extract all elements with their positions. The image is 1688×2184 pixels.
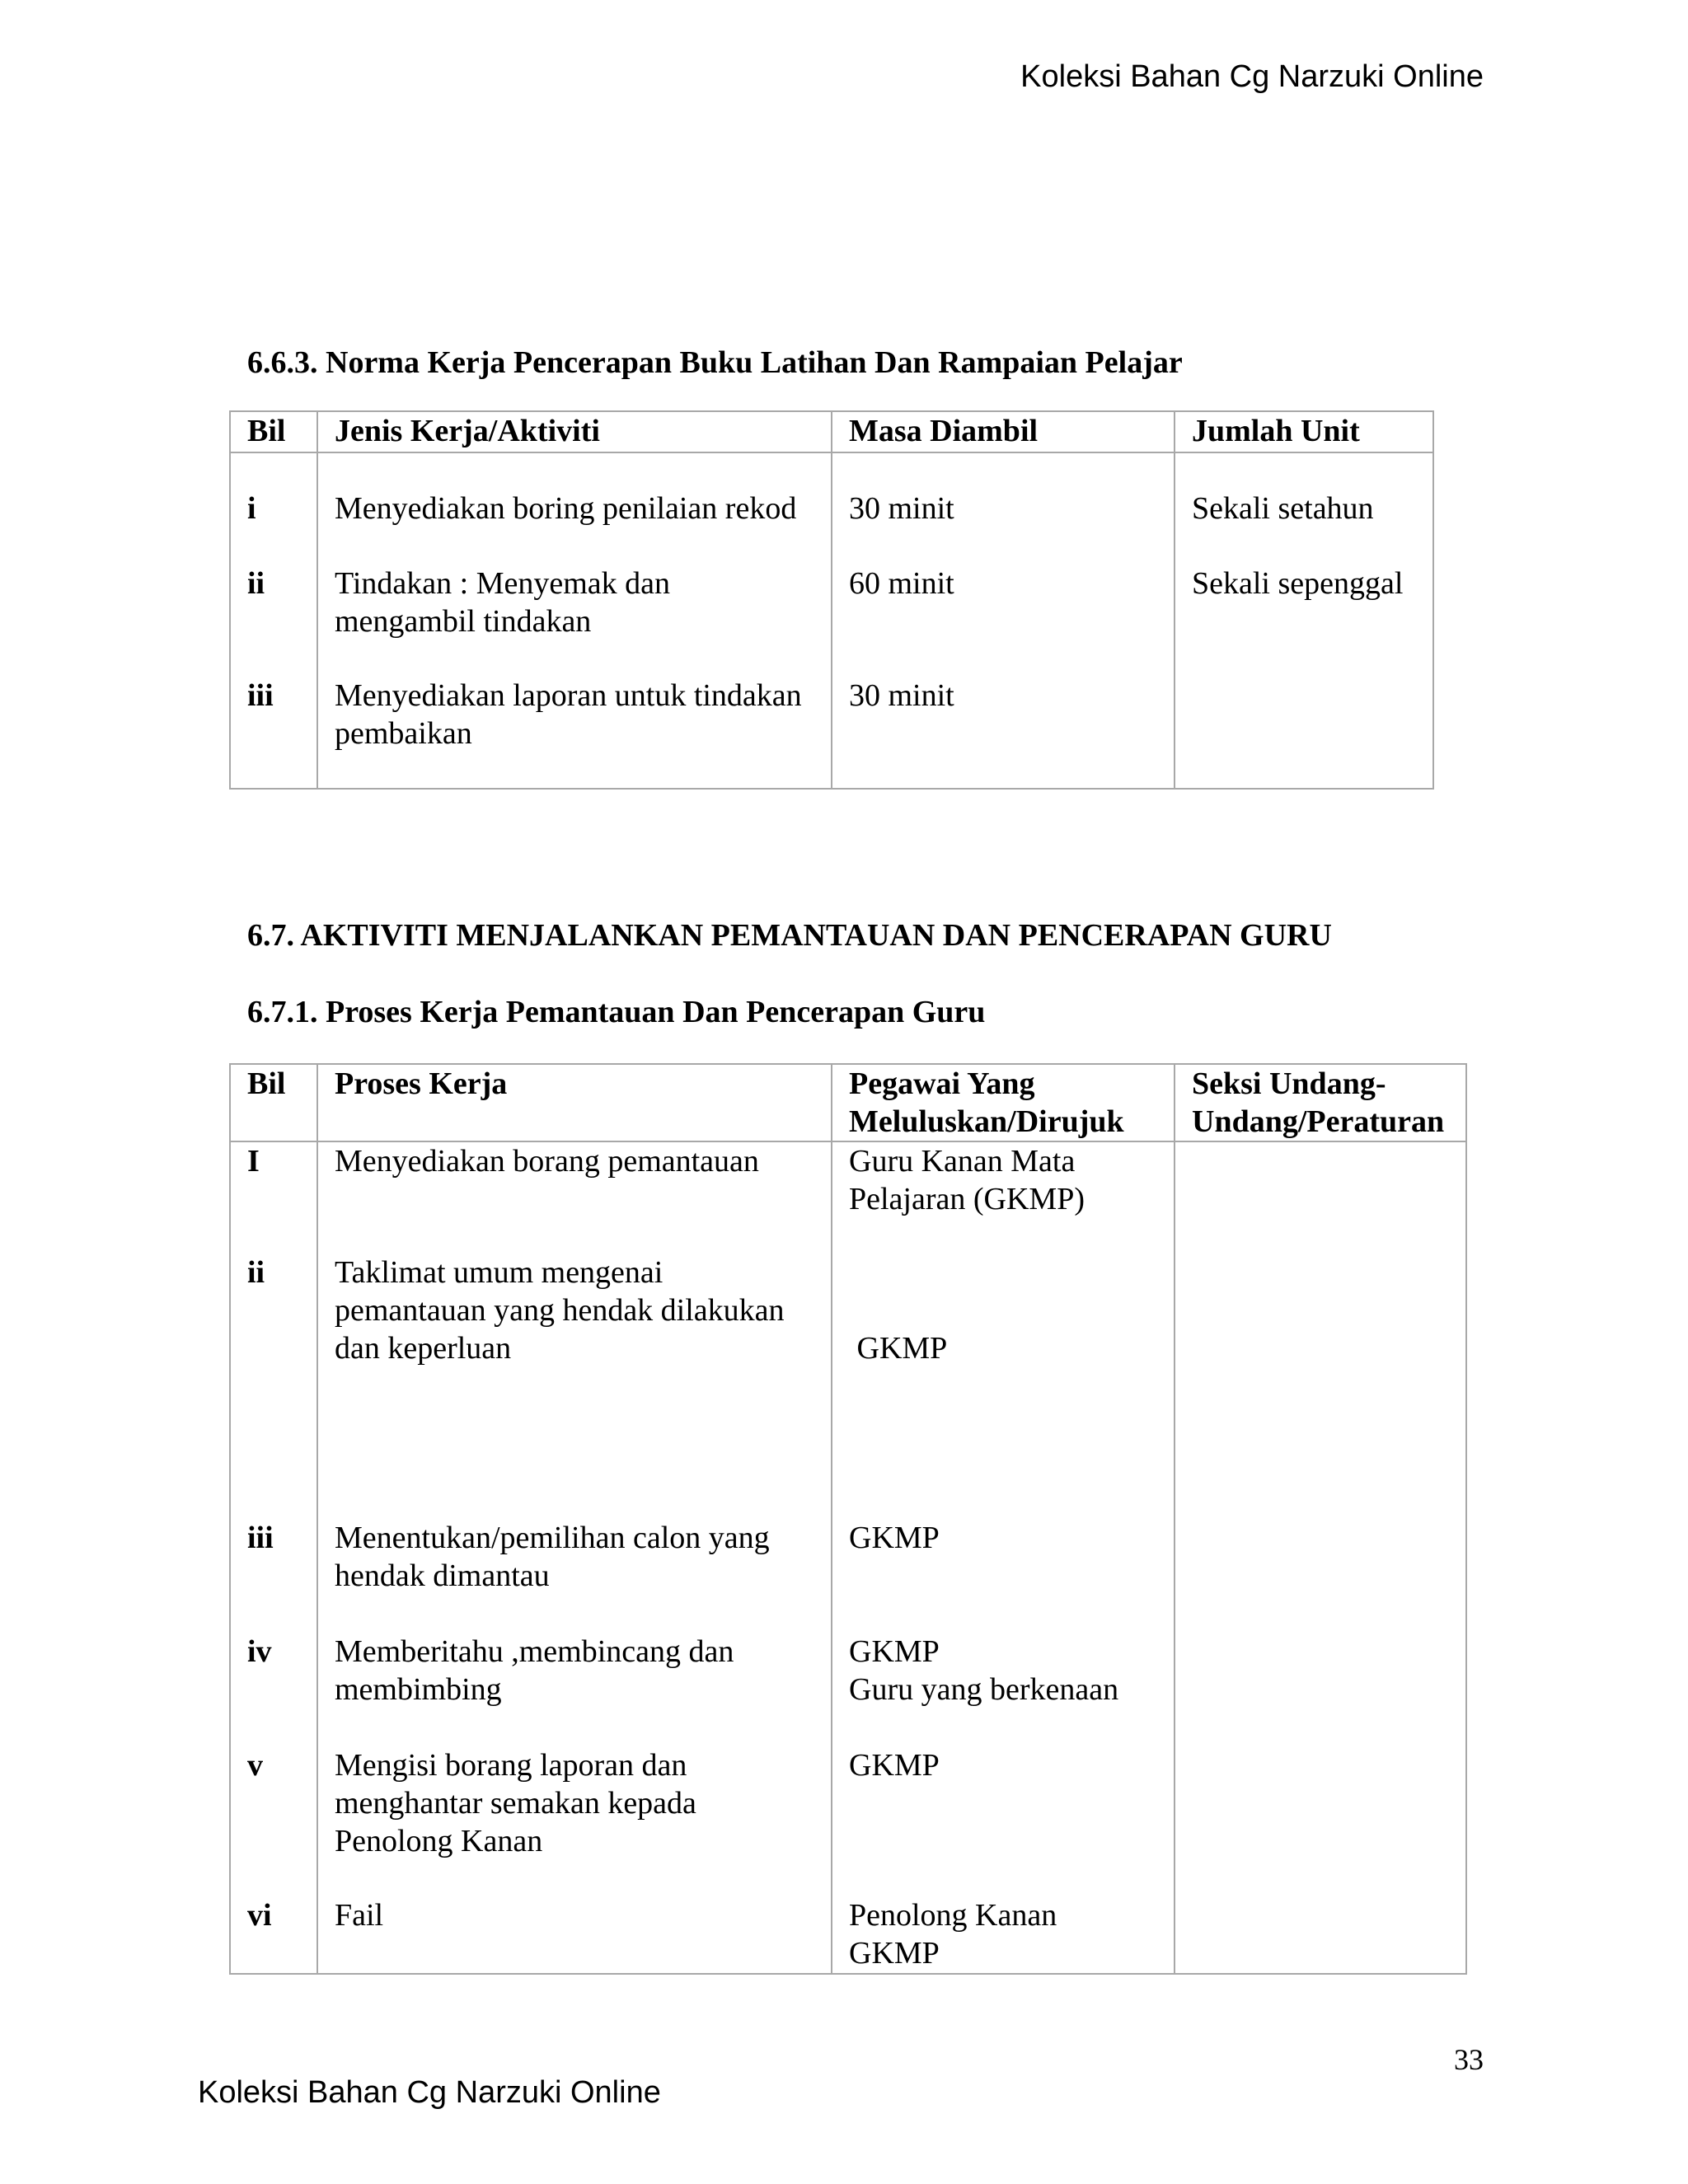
officer-primary: GKMP xyxy=(849,1521,940,1555)
col-header-time: Masa Diambil xyxy=(832,411,1175,452)
row-bil: vi xyxy=(230,1896,317,1974)
row-bil: iv xyxy=(230,1633,317,1746)
col-header-officer: Pegawai Yang Meluluskan/Dirujuk xyxy=(832,1064,1175,1141)
table-row xyxy=(230,1633,1466,1746)
row-bil: ii xyxy=(230,1254,317,1519)
proses-kerja-table xyxy=(229,1063,1467,1975)
table-row xyxy=(230,1254,1466,1519)
col-header-bil: Bil xyxy=(230,1064,317,1141)
officer-primary: Guru Kanan Mata Pelajaran (GKMP) xyxy=(849,1144,1085,1216)
row-officer xyxy=(832,1746,1175,1896)
row-officer xyxy=(832,1896,1175,1974)
row-activity: Tindakan : Menyemak dan mengambil tindakan xyxy=(317,528,832,640)
row-process: Menyediakan borang pemantauan xyxy=(317,1141,832,1254)
page-number: 33 xyxy=(1454,2043,1484,2076)
row-law xyxy=(1175,1746,1466,1896)
row-activity: Menyediakan laporan untuk tindakan pembaikan xyxy=(317,640,832,789)
row-bil: ii xyxy=(230,528,317,640)
footer-watermark: Koleksi Bahan Cg Narzuki Online xyxy=(198,2075,661,2110)
table-row xyxy=(230,1519,1466,1633)
row-officer xyxy=(832,1254,1175,1519)
row-unit: Sekali setahun xyxy=(1175,452,1433,528)
row-law xyxy=(1175,1519,1466,1633)
row-process: Taklimat umum mengenai pemantauan yang hendak dilakukan dan keperluan xyxy=(317,1254,832,1519)
row-bil: I xyxy=(230,1141,317,1254)
table-row xyxy=(230,1746,1466,1896)
row-bil: i xyxy=(230,452,317,528)
row-time: 30 minit xyxy=(832,452,1175,528)
col-header-bil: Bil xyxy=(230,411,317,452)
officer-primary: GKMP xyxy=(849,1634,940,1669)
row-bil: v xyxy=(230,1746,317,1896)
row-bil: iii xyxy=(230,640,317,789)
row-law xyxy=(1175,1141,1466,1254)
row-law xyxy=(1175,1896,1466,1974)
table-row xyxy=(230,1141,1466,1254)
col-header-activity: Jenis Kerja/Aktiviti xyxy=(317,411,832,452)
row-law xyxy=(1175,1254,1466,1519)
officer-primary: Penolong Kanan xyxy=(849,1898,1057,1933)
row-unit xyxy=(1175,640,1433,789)
section-671-title: 6.7.1. Proses Kerja Pemantauan Dan Pencerapan Guru xyxy=(247,995,986,1029)
row-bil: iii xyxy=(230,1519,317,1633)
row-time: 60 minit xyxy=(832,528,1175,640)
officer-primary: GKMP xyxy=(849,1331,948,1366)
officer-secondary: Guru yang berkenaan xyxy=(849,1672,1119,1707)
officer-secondary: GKMP xyxy=(849,1936,940,1971)
row-officer xyxy=(832,1519,1175,1633)
section-67-title: 6.7. AKTIVITI MENJALANKAN PEMANTAUAN DAN PENCERAPAN GURU xyxy=(247,918,1332,953)
table-row xyxy=(230,452,1433,528)
section-663-title: 6.6.3. Norma Kerja Pencerapan Buku Latihan Dan Rampaian Pelajar xyxy=(247,345,1183,380)
col-header-process: Proses Kerja xyxy=(317,1064,832,1141)
table-header-row xyxy=(230,411,1433,452)
col-header-law: Seksi Undang-Undang/Peraturan xyxy=(1175,1064,1466,1141)
table-header-row xyxy=(230,1064,1466,1141)
table-row xyxy=(230,1896,1466,1974)
row-process: Mengisi borang laporan dan menghantar semakan kepada Penolong Kanan xyxy=(317,1746,832,1896)
norma-kerja-table xyxy=(229,410,1434,790)
row-law xyxy=(1175,1633,1466,1746)
row-officer xyxy=(832,1141,1175,1254)
officer-primary: GKMP xyxy=(849,1748,940,1783)
col-header-unit: Jumlah Unit xyxy=(1175,411,1433,452)
row-process: Memberitahu ,membincang dan membimbing xyxy=(317,1633,832,1746)
table-row xyxy=(230,528,1433,640)
row-unit: Sekali sepenggal xyxy=(1175,528,1433,640)
row-time: 30 minit xyxy=(832,640,1175,789)
row-officer xyxy=(832,1633,1175,1746)
header-watermark: Koleksi Bahan Cg Narzuki Online xyxy=(1020,59,1484,94)
row-process: Menentukan/pemilihan calon yang hendak dimantau xyxy=(317,1519,832,1633)
table-row xyxy=(230,640,1433,789)
row-process: Fail xyxy=(317,1896,832,1974)
row-activity: Menyediakan boring penilaian rekod xyxy=(317,452,832,528)
